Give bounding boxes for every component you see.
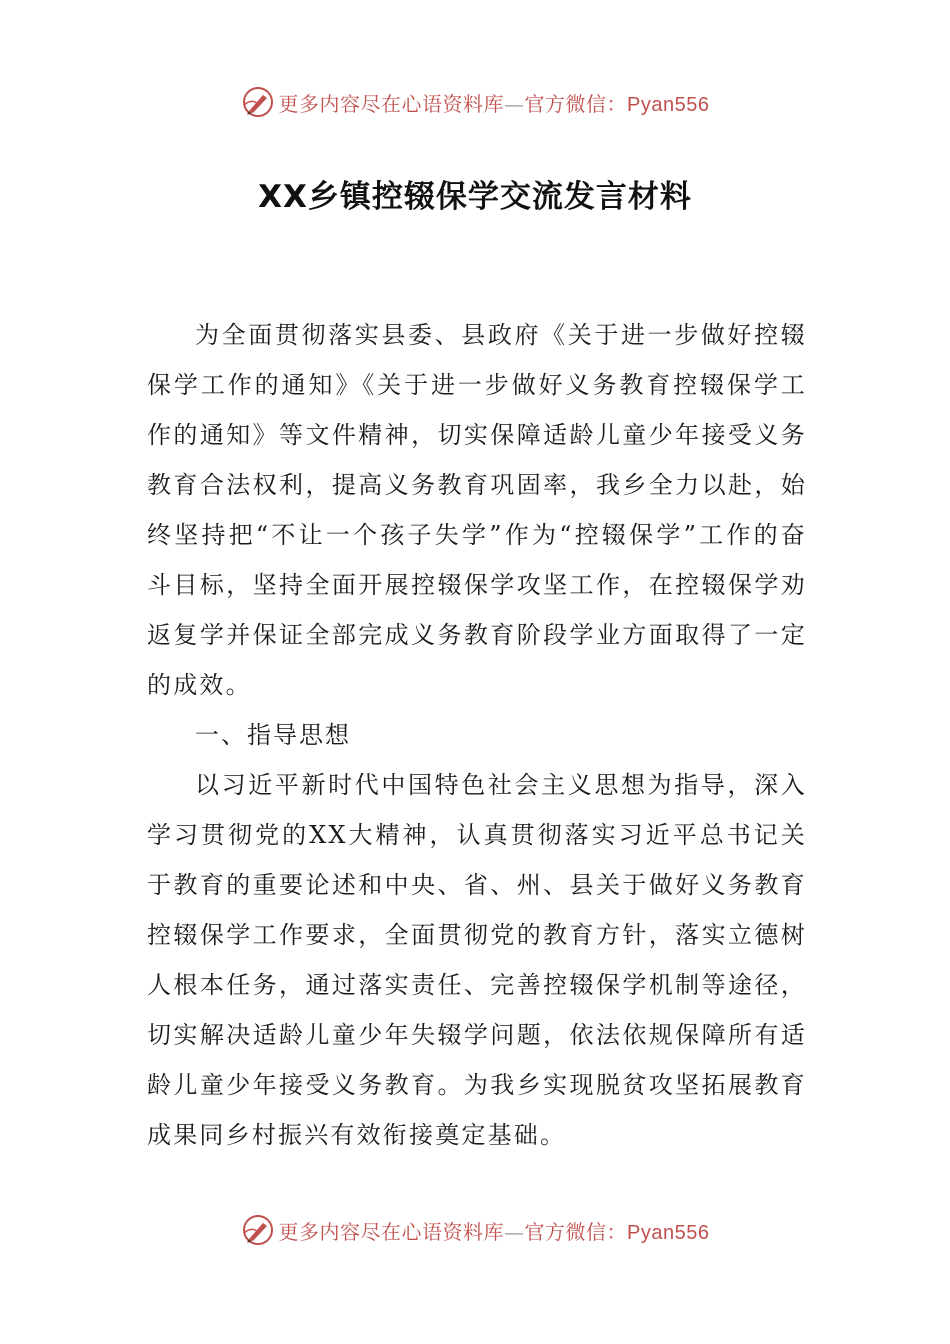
pen-logo-icon bbox=[241, 1213, 275, 1247]
watermark-header bbox=[0, 82, 950, 122]
watermark-text: 更多内容尽在心语资料库—官方微信：Pyan556 bbox=[278, 91, 710, 116]
paragraph-guiding-thought: 以习近平新时代中国特色社会主义思想为指导，深入学习贯彻党的XX大精神，认真贯彻落实习近平总书记关于教育的重要论述和中央、省、州、县关于做好义务教育控辍保学工作要求，全面贯彻党的教育方针，落实立德树人根本任务，通过落实责任、完善控辍保学机制等途径，切实解决适龄儿童少年失辍学问题，依法依规保障所有适龄儿童少年接受义务教育。为我乡实现脱贫攻坚拓展教育成果同乡村振兴有效衔接奠定基础。 bbox=[147, 771, 807, 1149]
watermark-footer bbox=[0, 1210, 950, 1250]
document-body bbox=[147, 310, 807, 1160]
document-title: XX乡镇控辍保学交流发言材料 bbox=[258, 179, 692, 215]
watermark-text: 更多内容尽在心语资料库—官方微信：Pyan556 bbox=[278, 1219, 710, 1244]
paragraph-intro: 为全面贯彻落实县委、县政府《关于进一步做好控辍保学工作的通知》《关于进一步做好义务教育控辍保学工作的通知》等文件精神，切实保障适龄儿童少年接受义务教育合法权利，提高义务教育巩固率，我乡全力以赴，始终坚持把“不让一个孩子失学”作为“控辍保学”工作的奋斗目标，坚持全面开展控辍保学攻坚工作，在控辍保学劝返复学并保证全部完成义务教育阶段学业方面取得了一定的成效。 bbox=[147, 321, 807, 699]
pen-logo-icon bbox=[241, 85, 275, 119]
section-heading: 一、指导思想 bbox=[195, 721, 351, 749]
